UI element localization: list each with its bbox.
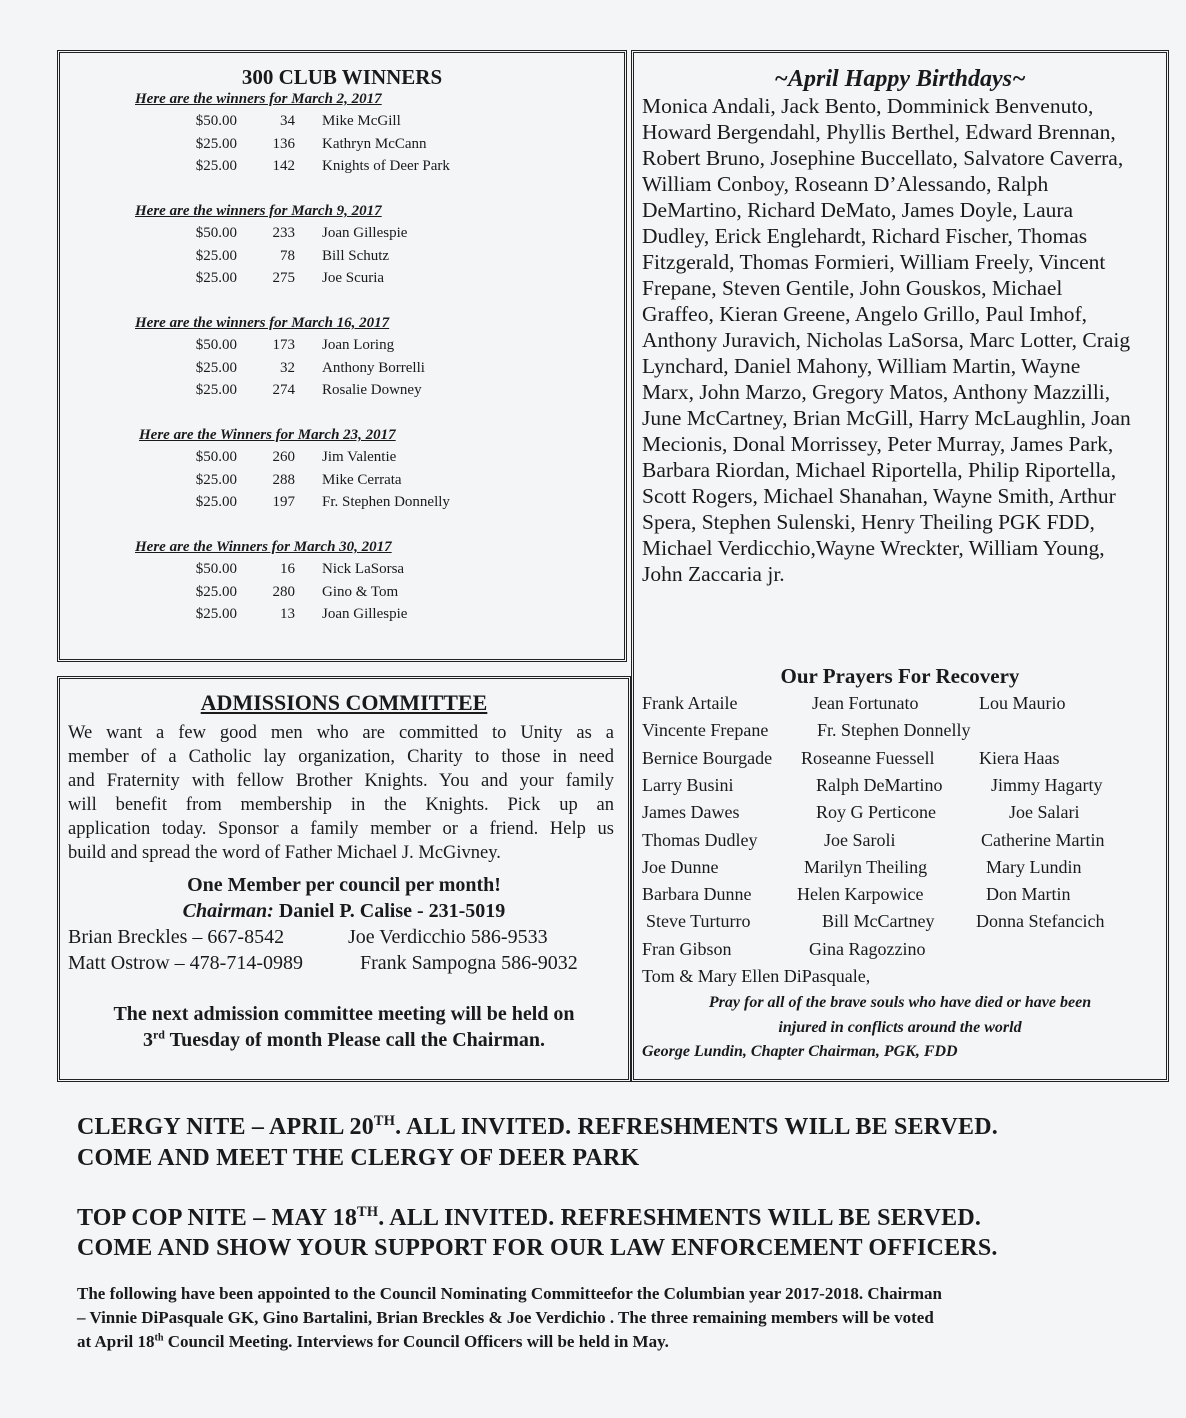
ticket-number: 136 xyxy=(272,135,295,152)
prayer-name: Thomas Dudley xyxy=(642,829,758,850)
birthday-line: John Zaccaria jr. xyxy=(642,562,785,586)
birthday-line: June McCartney, Brian McGill, Harry McLaughlin, Joan xyxy=(642,406,1131,430)
prayer-name: Tom & Mary Ellen DiPasquale, xyxy=(642,966,871,986)
week-heading: Here are the winners for March 16, 2017 xyxy=(135,315,390,331)
admissions-body-line: We want a few good men who are committed to Unity as a xyxy=(68,723,614,743)
meeting-line1: The next admission committee meeting will be held on xyxy=(113,1003,575,1025)
winner-name: Joan Gillespie xyxy=(322,225,408,241)
winner-name: Mike Cerrata xyxy=(322,471,402,488)
prayer-name: Catherine Martin xyxy=(981,829,1105,850)
prize-amount: $25.00 xyxy=(195,158,237,174)
prayer-name: Roy G Perticone xyxy=(816,802,936,823)
ticket-number: 280 xyxy=(272,583,295,600)
club-title: 300 CLUB WINNERS xyxy=(241,65,443,89)
meeting-text: Tuesday of month Please call the Chairman. xyxy=(164,1029,546,1051)
winner-name: Joe Scuria xyxy=(322,270,385,286)
winner-name: Gino & Tom xyxy=(322,583,399,600)
nominating-sup: th xyxy=(154,1332,164,1344)
prayer-name: Donna Stefancich xyxy=(976,911,1105,932)
ticket-number: 275 xyxy=(272,270,295,286)
ticket-number: 142 xyxy=(272,158,295,174)
prayer-note-line2: injured in conflicts around the world xyxy=(778,1019,1022,1036)
prize-amount: $25.00 xyxy=(195,135,237,152)
prayer-name: Joe Salari xyxy=(1009,802,1080,823)
birthday-line: William Conboy, Roseann D’Alessando, Ralph xyxy=(642,172,1049,196)
ticket-number: 274 xyxy=(272,382,295,398)
meeting-ordinal: 3 xyxy=(142,1029,153,1051)
birthday-line: Dudley, Erick Englehardt, Richard Fischer, Thomas xyxy=(642,224,1088,248)
admissions-title: ADMISSIONS COMMITTEE xyxy=(200,690,488,715)
birthday-line: Howard Bergendahl, Phyllis Berthel, Edward Brennan, xyxy=(642,120,1116,144)
chairman-value: Daniel P. Calise - 231-5019 xyxy=(273,900,506,922)
ticket-number: 78 xyxy=(280,247,295,264)
prayer-name: Jean Fortunato xyxy=(812,693,919,713)
prize-amount: $25.00 xyxy=(195,382,237,398)
prayer-name: Vincente Frepane xyxy=(642,720,769,741)
winner-name: Joan Loring xyxy=(322,337,395,353)
prayer-name: Roseanne Fuessell xyxy=(801,747,935,768)
club-winners-panel xyxy=(57,50,627,662)
nominating-line1: The following have been appointed to the Council Nominating Committeefor the Columbian year 2017-2018. Chairman xyxy=(77,1284,942,1303)
prayer-signature: George Lundin, Chapter Chairman, PGK, FDD xyxy=(642,1043,958,1060)
cop-date: TOP COP NITE – MAY 18 xyxy=(77,1205,358,1231)
nominating-line2: – Vinnie DiPasquale GK, Gino Bartalini, Brian Breckles & Joe Verdichio . The three remaining members will be voted xyxy=(77,1308,934,1327)
contact-1-right: Joe Verdicchio 586-9533 xyxy=(348,926,548,948)
birthday-line: Marx, John Marzo, Gregory Matos, Anthony Mazzilli, xyxy=(642,380,1111,404)
admissions-body-line: and Fraternity with fellow Brother Knights. You and your family xyxy=(68,771,614,791)
birthday-line: Spera, Stephen Sulenski, Henry Theiling PGK FDD, xyxy=(642,510,1095,534)
prayer-name: Marilyn Theiling xyxy=(804,856,928,877)
ticket-number: 13 xyxy=(280,606,295,622)
prayer-name: Gina Ragozzino xyxy=(809,938,926,959)
winner-name: Mike McGill xyxy=(322,113,401,129)
cop-sup: TH xyxy=(357,1204,379,1220)
prayer-name: Kiera Haas xyxy=(979,747,1060,768)
winner-name: Knights of Deer Park xyxy=(322,158,450,174)
week-heading: Here are the winners for March 2, 2017 xyxy=(135,91,382,107)
prayer-name: Fran Gibson xyxy=(642,938,732,959)
winner-name: Joan Gillespie xyxy=(322,606,408,622)
prayer-name: Fr. Stephen Donnelly xyxy=(817,720,971,741)
prize-amount: $50.00 xyxy=(195,561,237,577)
winner-name: Nick LaSorsa xyxy=(322,561,405,577)
week-heading: Here are the Winners for March 30, 2017 xyxy=(135,539,392,555)
contact-1-left: Brian Breckles – 667-8542 xyxy=(68,926,285,948)
ticket-number: 16 xyxy=(280,561,295,577)
nominating-line3 xyxy=(77,1330,1137,1354)
prayer-name: Joe Dunne xyxy=(642,856,719,877)
nominating-committee xyxy=(77,1282,1137,1354)
clergy-nite-line1 xyxy=(77,1114,998,1141)
winner-name: Anthony Borrelli xyxy=(322,359,425,376)
birthdays-title: ~April Happy Birthdays~ xyxy=(774,66,1026,92)
birthday-names xyxy=(642,93,1162,587)
prize-amount: $25.00 xyxy=(195,359,237,376)
prayer-name: Jimmy Hagarty xyxy=(991,774,1103,795)
ticket-number: 260 xyxy=(272,449,295,465)
birthday-line: DeMartino, Richard DeMato, James Doyle, Laura xyxy=(642,198,1074,222)
winner-name: Bill Schutz xyxy=(322,247,390,264)
cop-text: . ALL INVITED. REFRESHMENTS WILL BE SERVED. xyxy=(378,1205,982,1231)
admissions-chairman xyxy=(60,900,628,923)
birthday-line: Barbara Riordan, Michael Riportella, Philip Riportella, xyxy=(642,458,1117,482)
prayer-name: Barbara Dunne xyxy=(642,884,752,905)
prayers-title: Our Prayers For Recovery xyxy=(780,664,1020,688)
prayer-name: Joe Saroli xyxy=(824,829,896,850)
admissions-tagline: One Member per council per month! xyxy=(187,874,501,896)
birthday-line: Robert Bruno, Josephine Buccellato, Salvatore Caverra, xyxy=(642,146,1124,170)
prayer-name: Bernice Bourgade xyxy=(642,747,773,768)
birthday-line: Fitzgerald, Thomas Formieri, William Freely, Vincent xyxy=(642,250,1106,274)
prize-amount: $50.00 xyxy=(195,225,237,241)
ticket-number: 173 xyxy=(272,337,295,353)
prayer-name: Frank Artaile xyxy=(642,693,738,713)
top-cop-line2: COME AND SHOW YOUR SUPPORT FOR OUR LAW ENFORCEMENT OFFICERS. xyxy=(77,1235,998,1261)
prayer-name: Mary Lundin xyxy=(986,856,1082,877)
prayer-name: Steve Turturro xyxy=(646,911,751,932)
admissions-body-line: application today. Sponsor a family member or a friend. Help us xyxy=(68,819,614,839)
chairman-label: Chairman: xyxy=(182,900,274,922)
prayer-name: James Dawes xyxy=(642,802,740,823)
winner-name: Fr. Stephen Donnelly xyxy=(322,494,450,510)
prayer-note-line1: Pray for all of the brave souls who have died or have been xyxy=(708,994,1092,1011)
birthday-line: Monica Andali, Jack Bento, Domminick Benvenuto, xyxy=(642,94,1094,118)
ticket-number: 288 xyxy=(272,471,295,488)
clergy-date: CLERGY NITE – APRIL 20 xyxy=(77,1114,374,1140)
birthday-line: Michael Verdicchio,Wayne Wreckter, William Young, xyxy=(642,536,1105,560)
prize-amount: $25.00 xyxy=(195,471,237,488)
admissions-body-line: build and spread the word of Father Michael J. McGivney. xyxy=(68,843,501,863)
birthday-line: Mecionis, Donal Morrissey, Peter Murray, James Park, xyxy=(642,432,1114,456)
meeting-ordinal-suffix: rd xyxy=(152,1027,165,1042)
birthday-line: Graffeo, Kieran Greene, Angelo Grillo, Paul Imhof, xyxy=(642,302,1087,326)
prayer-name: Larry Busini xyxy=(642,774,734,795)
prize-amount: $50.00 xyxy=(195,337,237,353)
ticket-number: 197 xyxy=(272,494,295,510)
birthday-line: Frepane, Steven Gentile, John Gouskos, Michael xyxy=(642,276,1063,300)
nominating-line3-a: at April 18 xyxy=(77,1332,155,1351)
prize-amount: $25.00 xyxy=(195,606,237,622)
prayer-name: Bill McCartney xyxy=(822,911,935,932)
admissions-body-line: will benefit from membership in the Knights. Pick up an xyxy=(68,795,614,815)
prize-amount: $25.00 xyxy=(195,270,237,286)
winner-name: Kathryn McCann xyxy=(322,135,427,152)
birthday-line: Lynchard, Daniel Mahony, William Martin, Wayne xyxy=(642,354,1081,378)
prize-amount: $50.00 xyxy=(195,113,237,129)
contact-2-left: Matt Ostrow – 478-714-0989 xyxy=(68,952,303,974)
prize-amount: $25.00 xyxy=(195,247,237,264)
prayer-name: Lou Maurio xyxy=(979,693,1066,713)
week-heading: Here are the winners for March 9, 2017 xyxy=(135,203,382,219)
contact-2-right: Frank Sampogna 586-9032 xyxy=(360,952,578,974)
birthday-line: Scott Rogers, Michael Shanahan, Wayne Smith, Arthur xyxy=(642,484,1116,508)
winner-name: Rosalie Downey xyxy=(322,382,422,398)
admissions-body xyxy=(68,721,614,865)
prayer-name: Helen Karpowice xyxy=(797,884,924,905)
prize-amount: $25.00 xyxy=(195,494,237,510)
prize-amount: $25.00 xyxy=(195,583,237,600)
ticket-number: 32 xyxy=(280,359,295,376)
birthday-line: Anthony Juravich, Nicholas LaSorsa, Marc Lotter, Craig xyxy=(642,328,1131,352)
meeting-line2 xyxy=(60,1029,628,1052)
admissions-body-line: member of a Catholic lay organization, Charity to those in need xyxy=(68,747,614,767)
clergy-sup: TH xyxy=(373,1113,396,1129)
ticket-number: 34 xyxy=(280,113,295,129)
prayer-name: Don Martin xyxy=(986,884,1071,905)
prayer-name: Ralph DeMartino xyxy=(816,774,943,795)
birthdays-panel xyxy=(631,50,1169,1082)
prize-amount: $50.00 xyxy=(195,449,237,465)
clergy-nite-line2: COME AND MEET THE CLERGY OF DEER PARK xyxy=(77,1145,640,1171)
admissions-panel xyxy=(57,676,631,1082)
ticket-number: 233 xyxy=(272,225,295,241)
winner-name: Jim Valentie xyxy=(322,449,397,465)
week-heading: Here are the Winners for March 23, 2017 xyxy=(139,427,396,443)
nominating-line3-b: Council Meeting. Interviews for Council Officers will be held in May. xyxy=(163,1332,669,1351)
clergy-text: . ALL INVITED. REFRESHMENTS WILL BE SERVED. xyxy=(395,1114,998,1140)
top-cop-line1 xyxy=(77,1205,981,1232)
